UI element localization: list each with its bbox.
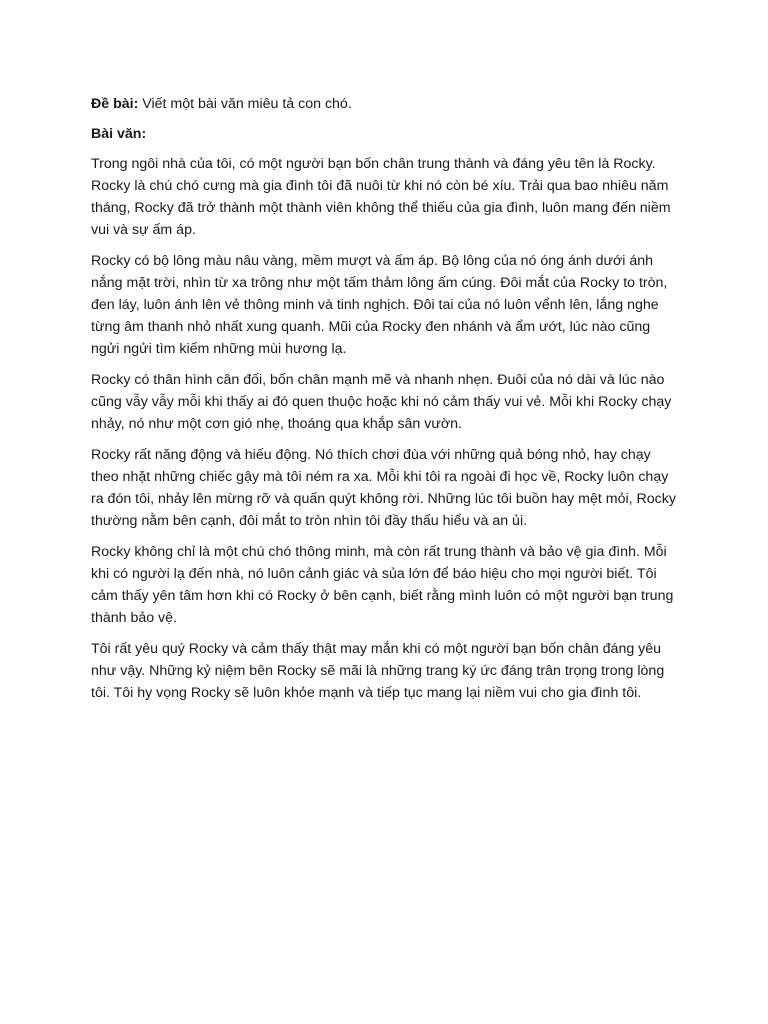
paragraph-1: Trong ngôi nhà của tôi, có một người bạn bốn chân trung thành và đáng yêu tên là Rocky. Rocky là chú chó cưng mà gia đình tôi đã nuôi từ khi nó còn bé xíu. Trải qua bao nhiêu năm tháng, Rocky đã trở thành một thành viên không thể thiếu của gia đình, luôn mang đến niềm vui và sự ấm áp.: [91, 156, 671, 238]
assignment-label: Đề bài:: [91, 96, 139, 112]
assignment-text: Viết một bài văn miêu tả con chó.: [138, 96, 352, 112]
paragraph-5: Rocky không chỉ là một chú chó thông minh, mà còn rất trung thành và bảo vệ gia đình. Mỗi khi có người lạ đến nhà, nó luôn cảnh giác và sủa lớn để báo hiệu cho mọi người biết. Tôi cảm thấy yên tâm hơn khi có Rocky ở bên cạnh, biết rằng mình luôn có một người bạn trung thành bảo vệ.: [91, 544, 674, 626]
paragraph-2: Rocky có bộ lông màu nâu vàng, mềm mượt và ấm áp. Bộ lông của nó óng ánh dưới ánh nắng mặt trời, nhìn từ xa trông như một tấm thảm lông ấm cúng. Đôi mắt của Rocky to tròn, đen láy, luôn ánh lên vẻ thông minh và tinh nghịch. Đôi tai của nó luôn vểnh lên, lắng nghe từng âm thanh nhỏ nhất xung quanh. Mũi của Rocky đen nhánh và ẩm ướt, lúc nào cũng ngửi ngửi tìm kiếm những mùi hương lạ.: [91, 253, 668, 357]
assignment-line: [91, 93, 676, 115]
essay-heading: Bài văn:: [91, 126, 147, 142]
paragraph-3: Rocky có thân hình cân đối, bốn chân mạnh mẽ và nhanh nhẹn. Đuôi của nó dài và lúc nào cũng vẫy vẫy mỗi khi thấy ai đó quen thuộc hoặc khi nó cảm thấy vui vẻ. Mỗi khi Rocky chạy nhảy, nó như một cơn gió nhẹ, thoáng qua khắp sân vườn.: [91, 372, 672, 432]
paragraph-4: Rocky rất năng động và hiếu động. Nó thích chơi đùa với những quả bóng nhỏ, hay chạy theo nhặt những chiếc gậy mà tôi ném ra xa. Mỗi khi tôi ra ngoài đi học về, Rocky luôn chạy ra đón tôi, nhảy lên mừng rỡ và quấn quýt không rời. Những lúc tôi buồn hay mệt mỏi, Rocky thường nằm bên cạnh, đôi mắt to tròn nhìn tôi đầy thấu hiểu và an ủi.: [91, 447, 676, 529]
paragraph-6: Tôi rất yêu quý Rocky và cảm thấy thật may mắn khi có một người bạn bốn chân đáng yêu như vậy. Những kỷ niệm bên Rocky sẽ mãi là những trang ký ức đáng trân trọng trong lòng tôi. Tôi hy vọng Rocky sẽ luôn khỏe mạnh và tiếp tục mang lại niềm vui cho gia đình tôi.: [91, 641, 665, 701]
